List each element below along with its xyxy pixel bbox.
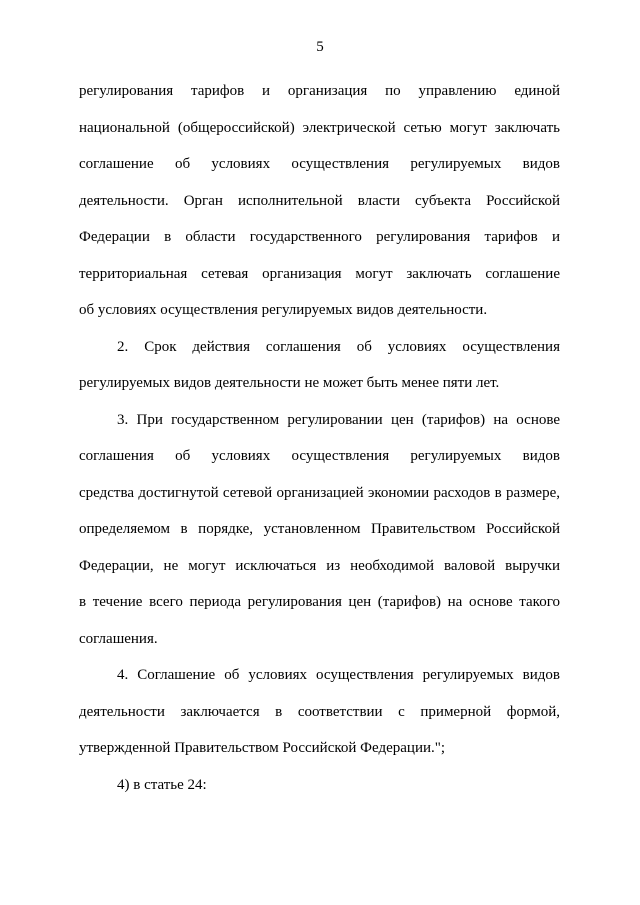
- text-line: деятельности заключается в соответствии с примерной формой,: [79, 703, 560, 720]
- text-line: в течение всего периода регулирования цен (тарифов) на основе такого: [79, 594, 560, 610]
- text-line: 4) в статье 24:: [117, 776, 207, 793]
- text-line: об условиях осуществления регулируемых видов деятельности.: [79, 302, 488, 318]
- text-line: 2. Срок действия соглашения об условиях осуществления: [117, 338, 560, 355]
- text-line: определяемом в порядке, установленном Правительством Российской: [79, 521, 560, 537]
- text-line: соглашения.: [79, 630, 158, 647]
- text-line: национальной (общероссийской) электрической сетью могут заключать: [79, 119, 560, 136]
- text-line: соглашение об условиях осуществления регулируемых видов: [79, 156, 560, 172]
- text-line: 4. Соглашение об условиях осуществления регулируемых видов: [117, 667, 560, 683]
- document-body: [79, 73, 560, 803]
- text-line: регулируемых видов деятельности не может быть менее пяти лет.: [79, 375, 500, 391]
- text-line: территориальная сетевая организация могут заключать соглашение: [79, 265, 560, 282]
- text-line: Федерации в области государственного регулирования тарифов и: [79, 229, 560, 245]
- page-number: 5: [316, 39, 324, 55]
- text-line: соглашения об условиях осуществления регулируемых видов: [79, 448, 560, 464]
- text-line: Федерации, не могут исключаться из необходимой валовой выручки: [79, 557, 560, 574]
- text-line: деятельности. Орган исполнительной власти субъекта Российской: [79, 192, 560, 209]
- text-line: регулирования тарифов и организация по управлению единой: [79, 83, 560, 99]
- text-line: средства достигнутой сетевой организацией экономии расходов в размере,: [79, 484, 560, 501]
- text-line: 3. При государственном регулировании цен (тарифов) на основе: [117, 411, 560, 428]
- text-line: утвержденной Правительством Российской Федерации.";: [79, 740, 446, 756]
